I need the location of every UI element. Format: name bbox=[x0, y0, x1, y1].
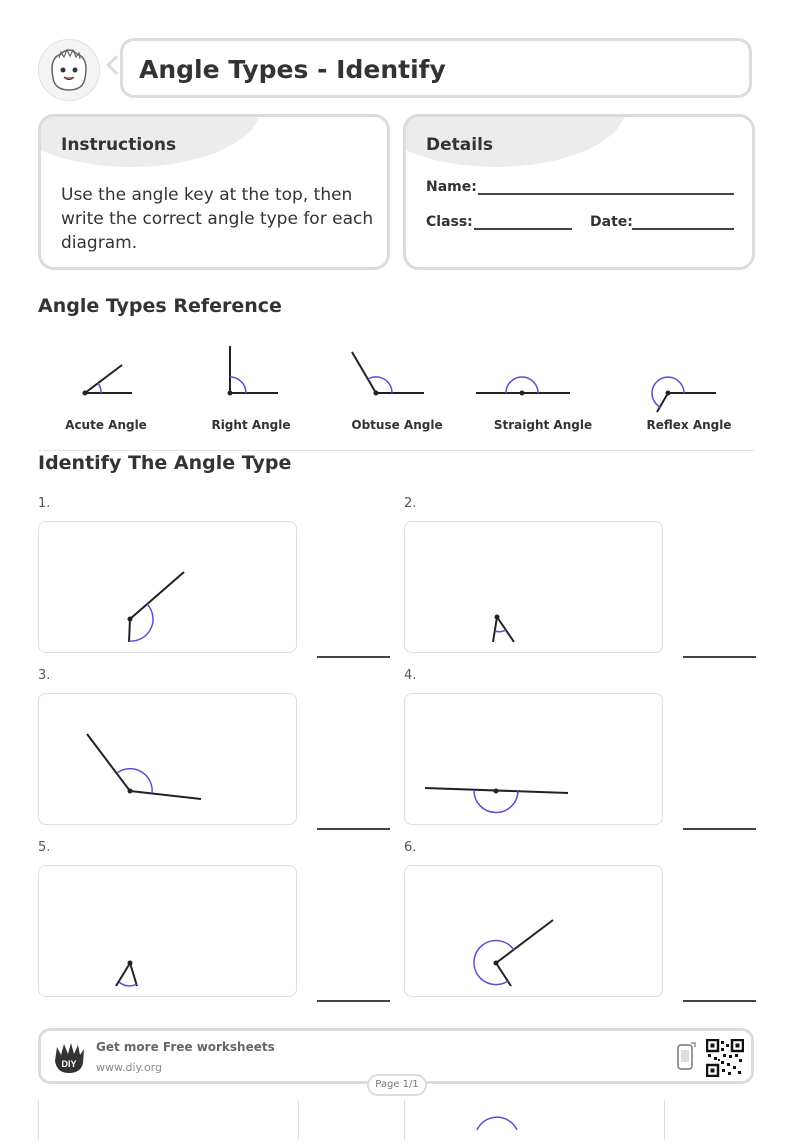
mascot-face-icon bbox=[39, 40, 99, 100]
details-card bbox=[403, 114, 755, 270]
obtuse-angle-label: Obtuse Angle bbox=[351, 418, 443, 432]
question-3-diagram bbox=[38, 693, 297, 825]
next-row-box-preview bbox=[404, 1100, 665, 1140]
question-6-diagram bbox=[404, 865, 663, 997]
reference-diagrams bbox=[0, 330, 794, 420]
name-label: Name: bbox=[426, 179, 477, 195]
question-number: 2. bbox=[404, 496, 417, 511]
acute-angle-diagram bbox=[83, 365, 133, 396]
answer-line-1[interactable] bbox=[317, 656, 390, 658]
footer-promo-text: Get more Free worksheets bbox=[96, 1040, 275, 1054]
class-field[interactable] bbox=[474, 228, 572, 230]
straight-angle-diagram bbox=[476, 377, 570, 396]
question-1-diagram bbox=[38, 521, 297, 653]
right-angle-label: Right Angle bbox=[211, 418, 291, 432]
title-bubble bbox=[120, 38, 752, 98]
question-4-diagram bbox=[404, 693, 663, 825]
question-number: 4. bbox=[404, 668, 417, 683]
reflex-angle-diagram bbox=[652, 377, 716, 412]
diy-logo-icon bbox=[51, 1039, 87, 1075]
reference-title: Angle Types Reference bbox=[38, 295, 282, 317]
qr-code-icon[interactable] bbox=[706, 1039, 744, 1077]
straight-angle-label: Straight Angle bbox=[493, 418, 593, 432]
answer-line-2[interactable] bbox=[683, 656, 756, 658]
name-field[interactable] bbox=[478, 193, 734, 195]
answer-line-5[interactable] bbox=[317, 1000, 390, 1002]
answer-line-3[interactable] bbox=[317, 828, 390, 830]
obtuse-angle-diagram bbox=[352, 352, 424, 396]
date-field[interactable] bbox=[632, 228, 734, 230]
question-5-diagram bbox=[38, 865, 297, 997]
section-divider bbox=[38, 450, 754, 451]
acute-angle-label: Acute Angle bbox=[65, 418, 147, 432]
mascot-avatar bbox=[38, 39, 100, 101]
instructions-card bbox=[38, 114, 390, 270]
right-angle-diagram bbox=[228, 346, 279, 396]
footer-url[interactable]: www.diy.org bbox=[96, 1061, 162, 1074]
date-label: Date: bbox=[590, 214, 633, 230]
question-number: 3. bbox=[38, 668, 51, 683]
answer-line-6[interactable] bbox=[683, 1000, 756, 1002]
class-label: Class: bbox=[426, 214, 473, 230]
svg-text:DIY: DIY bbox=[61, 1059, 77, 1069]
question-number: 6. bbox=[404, 840, 417, 855]
instructions-text: Use the angle key at the top, then write the correct angle type for each diagram. bbox=[61, 185, 374, 253]
next-row-box-preview bbox=[38, 1100, 299, 1140]
question-number: 1. bbox=[38, 496, 51, 511]
reflex-angle-label: Reflex Angle bbox=[646, 418, 732, 432]
details-heading: Details bbox=[426, 135, 494, 155]
identify-title: Identify The Angle Type bbox=[38, 452, 292, 474]
phone-scan-icon bbox=[675, 1041, 697, 1073]
page-indicator: Page 1/1 bbox=[367, 1074, 427, 1096]
instructions-heading: Instructions bbox=[61, 135, 177, 155]
question-2-diagram bbox=[404, 521, 663, 653]
question-number: 5. bbox=[38, 840, 51, 855]
page-title: Angle Types - Identify bbox=[139, 55, 446, 84]
answer-line-4[interactable] bbox=[683, 828, 756, 830]
